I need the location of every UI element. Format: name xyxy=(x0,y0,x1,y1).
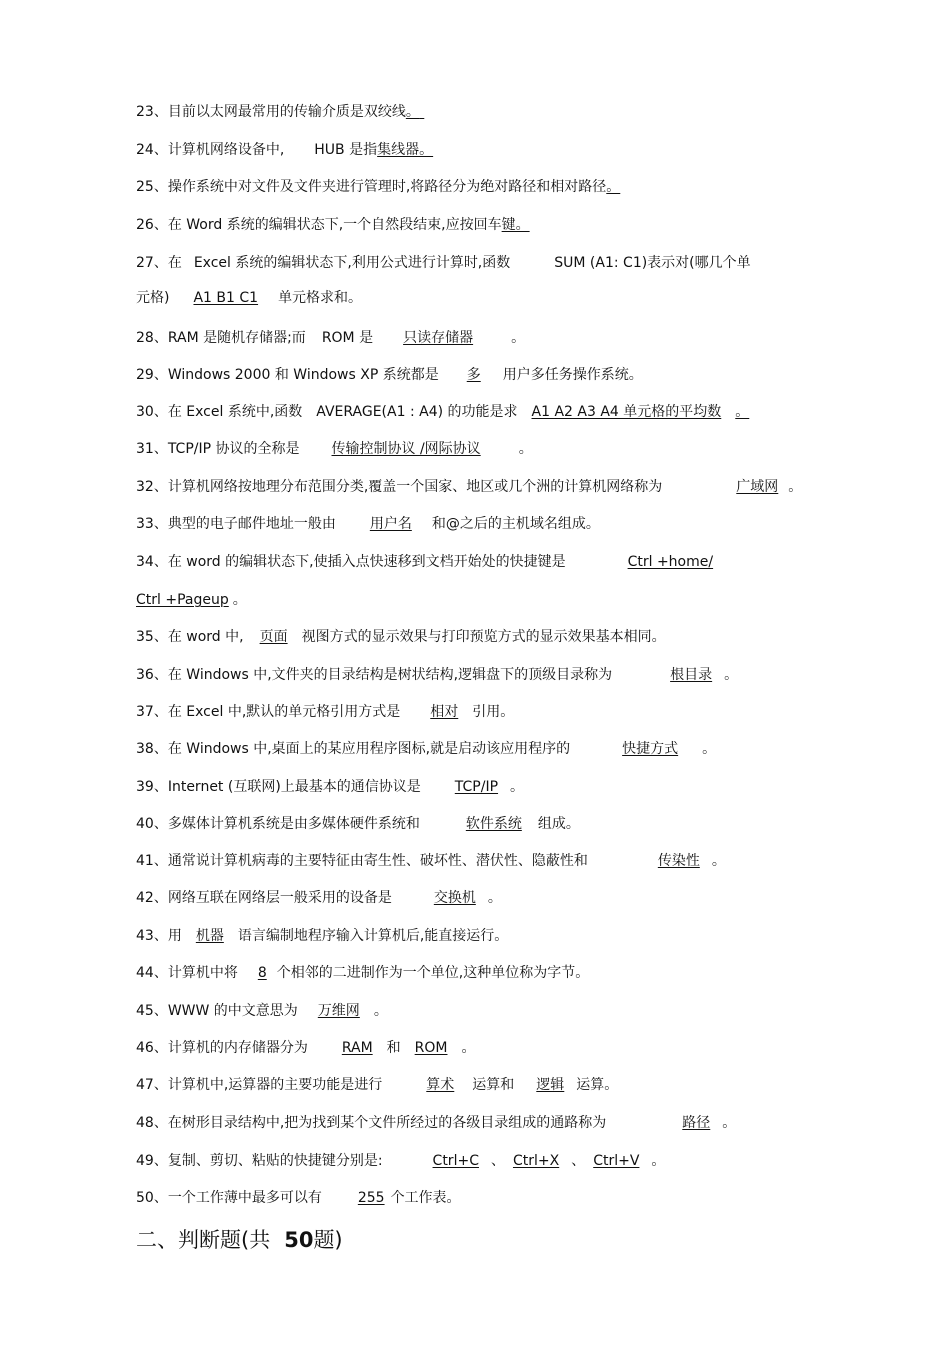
answer-blank: 。 xyxy=(405,104,420,120)
answer-blank: 传输控制协议 /网际协议 xyxy=(331,441,481,457)
answer-underline xyxy=(420,103,442,121)
question-24: 24、计算机网络设备中, HUB 是指集线器。 xyxy=(136,142,434,158)
question-45: 45、WWW 的中文意思为 万维网 。 xyxy=(136,1003,388,1019)
answer-blank: 交换机 xyxy=(433,890,476,906)
question-29: 29、Windows 2000 和 Windows XP 系统都是 多 用户多任务操作系统。 xyxy=(136,367,643,383)
question-26: 26、在 Word 系统的编辑状态下,一个自然段结束,应按回车键。 xyxy=(136,216,860,234)
question-25: 25、操作系统中对文件及文件夹进行管理时,将路径分为绝对路径和相对路径。 xyxy=(136,178,860,196)
answer-blank: 多 xyxy=(466,367,481,383)
answer-blank: 逻辑 xyxy=(536,1077,565,1093)
question-44: 44、计算机中将 8 个相邻的二进制作为一个单位,这种单位称为字节。 xyxy=(136,965,590,981)
question-39: 39、Internet (互联网)上最基本的通信协议是 TCP/IP 。 xyxy=(136,779,525,795)
question-49: 49、复制、剪切、粘贴的快捷键分别是: Ctrl+C 、 Ctrl+X 、 Ctrl+V 。 xyxy=(136,1153,666,1169)
answer-blank: TCP/IP xyxy=(454,779,499,795)
question-43: 43、用 机器 语言编制地程序输入计算机后,能直接运行。 xyxy=(136,928,509,944)
question-23: 23、目前以太网最常用的传输介质是双绞线。 xyxy=(136,103,860,121)
answer-blank: RAM xyxy=(341,1040,373,1056)
question-37: 37、在 Excel 中,默认的单元格引用方式是 相对 引用。 xyxy=(136,704,515,720)
answer-blank: 快捷方式 xyxy=(622,741,679,757)
answer-blank: Ctrl+C xyxy=(432,1153,479,1169)
question-27-cont: 元格) A1 B1 C1 单元格求和。 xyxy=(136,290,363,306)
answer-blank: 路径 xyxy=(682,1115,711,1131)
question-35: 35、在 word 中, 页面 视图方式的显示效果与打印预览方式的显示效果基本相同。 xyxy=(136,629,666,645)
question-46: 46、计算机的内存储器分为 RAM 和 ROM 。 xyxy=(136,1040,476,1056)
answer-blank: 算术 xyxy=(426,1077,455,1093)
question-27: 27、在 Excel 系统的编辑状态下,利用公式进行计算时,函数 SUM (A1: C1)表示对(哪几个单 xyxy=(136,255,751,271)
question-36: 36、在 Windows 中,文件夹的目录结构是树状结构,逻辑盘下的顶级目录称为 根目录 。 xyxy=(136,667,739,683)
question-48: 48、在树形目录结构中,把为找到某个文件所经过的各级目录组成的通路称为 路径 。 xyxy=(136,1115,737,1131)
question-32: 32、计算机网络按地理分布范围分类,覆盖一个国家、地区或几个洲的计算机网络称为 广域网 。 xyxy=(136,479,803,495)
section-heading: 二、判断题(共 50题) xyxy=(136,1228,343,1252)
answer-blank: Ctrl +home/ xyxy=(627,554,714,570)
answer-blank: 。 xyxy=(606,179,621,195)
question-47: 47、计算机中,运算器的主要功能是进行 算术 运算和 逻辑 运算。 xyxy=(136,1077,619,1093)
answer-blank: A1 B1 C1 xyxy=(193,290,259,306)
question-31: 31、TCP/IP 协议的全称是 传输控制协议 /网际协议 。 xyxy=(136,441,533,457)
answer-blank: 广域网 xyxy=(736,479,779,495)
answer-blank: 只读存储器 xyxy=(403,330,474,346)
question-40: 40、多媒体计算机系统是由多媒体硬件系统和 软件系统 组成。 xyxy=(136,816,580,832)
answer-blank: 机器 xyxy=(195,928,224,944)
answer-blank: Ctrl +Pageup xyxy=(136,592,229,608)
answer-blank: ROM xyxy=(414,1040,448,1056)
question-42: 42、网络互联在网络层一般采用的设备是 交换机 。 xyxy=(136,890,502,906)
answer-blank: 键。 xyxy=(501,217,530,233)
answer-blank: 传染性 xyxy=(657,853,700,869)
question-34-cont: Ctrl +Pageup 。 xyxy=(136,592,247,608)
question-50: 50、一个工作薄中最多可以有 255 个工作表。 xyxy=(136,1190,461,1206)
answer-blank: Ctrl+V xyxy=(593,1153,640,1169)
answer-blank: 万维网 xyxy=(317,1003,360,1019)
answer-blank: 255 xyxy=(357,1190,385,1206)
question-28: 28、RAM 是随机存储器;而 ROM 是 只读存储器 。 xyxy=(136,330,526,346)
answer-blank: 软件系统 xyxy=(465,816,522,832)
answer-blank: A1 A2 A3 A4 单元格的平均数 。 xyxy=(531,404,750,420)
answer-blank: 页面 xyxy=(259,629,288,645)
answer-blank: 用户名 xyxy=(369,516,412,532)
question-30: 30、在 Excel 系统中,函数 AVERAGE(A1 : A4) 的功能是求 A1 A2 A3 A4 单元格的平均数 。 xyxy=(136,403,860,421)
answer-blank: Ctrl+X xyxy=(512,1153,560,1169)
answer-blank: 集线器。 xyxy=(377,142,434,158)
question-34: 34、在 word 的编辑状态下,使插入点快速移到文档开始处的快捷键是 Ctrl +home/ xyxy=(136,554,714,570)
answer-blank: 8 xyxy=(257,965,267,981)
answer-blank: 相对 xyxy=(430,704,459,720)
section-count: 50 xyxy=(284,1228,314,1252)
question-41: 41、通常说计算机病毒的主要特征由寄生性、破坏性、潜伏性、隐蔽性和 传染性 。 xyxy=(136,853,726,869)
answer-blank: 根目录 xyxy=(670,667,713,683)
question-38: 38、在 Windows 中,桌面上的某应用程序图标,就是启动该应用程序的 快捷方式 。 xyxy=(136,741,717,757)
question-33: 33、典型的电子邮件地址一般由 用户名 和@之后的主机域名组成。 xyxy=(136,516,600,532)
